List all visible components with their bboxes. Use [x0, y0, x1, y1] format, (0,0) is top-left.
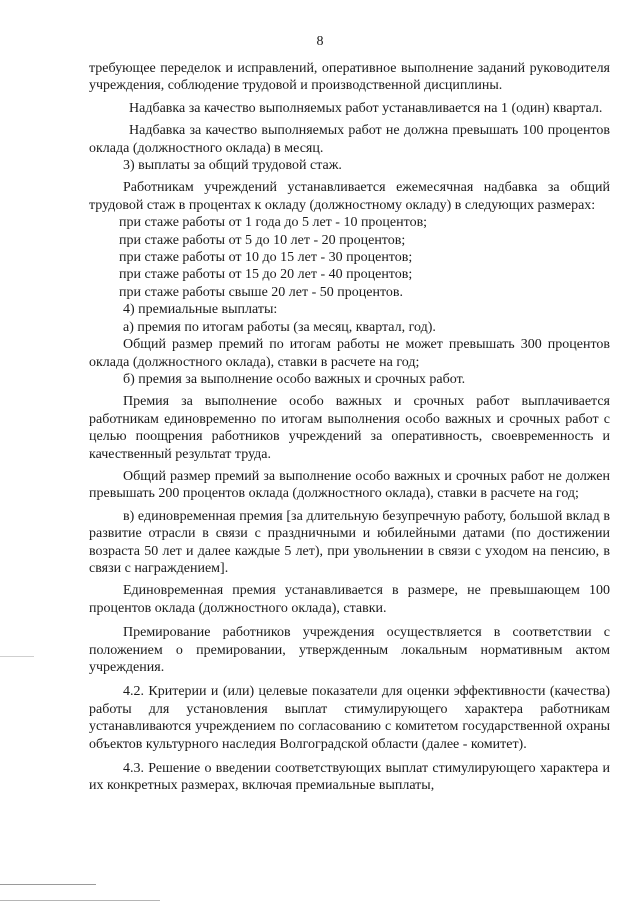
paragraph-premium-procedure: Премирование работников учреждения осуществляется в соответствии с положением о премировании, утвержденным локальным нормативным актом учреждения.: [89, 625, 610, 675]
list-item: при стаже работы от 15 до 20 лет - 40 процентов;: [119, 267, 413, 283]
paragraph-premium-b: б) премия за выполнение особо важных и срочных работ.: [123, 371, 466, 387]
paragraph-seniority-intro: Работникам учреждений устанавливается ежемесячная надбавка за общий трудовой стаж в процентах к окладу (должностному окладу) в следующих размерах:: [89, 180, 610, 213]
paragraph-seniority-heading: 3) выплаты за общий трудовой стаж.: [123, 158, 342, 174]
paragraph-premium-b-limit: Общий размер премий за выполнение особо важных и срочных работ не должен превышать 200 процентов оклада (должностного оклада), ставки в расчете на год;: [89, 468, 610, 502]
list-item: при стаже работы от 10 до 15 лет - 30 процентов;: [119, 250, 413, 266]
scan-artifact-line: [0, 656, 34, 657]
paragraph-bonus-period: Надбавка за качество выполняемых работ устанавливается на 1 (один) квартал.: [129, 100, 603, 116]
paragraph-premium-c-limit: Единовременная премия устанавливается в размере, не превышающем 100 процентов оклада (должностного оклада), ставки.: [89, 583, 610, 616]
list-item: при стаже работы от 1 года до 5 лет - 10 процентов;: [119, 215, 428, 231]
paragraph-section-4-3: 4.3. Решение о введении соответствующих выплат стимулирующего характера и их конкретных размерах, включая премиальные выплаты,: [89, 761, 610, 794]
paragraph-premium-a-limit: Общий размер премий по итогам работы не может превышать 300 процентов оклада (должностного оклада), ставки в расчете на год;: [89, 337, 610, 370]
paragraph-continuation: требующее переделок и исправлений, оперативное выполнение заданий руководителя учреждения, соблюдение трудовой и производственной дисциплины.: [89, 61, 610, 94]
scan-artifact-line: [0, 900, 160, 901]
list-item: при стаже работы от 5 до 10 лет - 20 процентов;: [119, 232, 406, 248]
list-item: при стаже работы свыше 20 лет - 50 процентов.: [119, 284, 404, 300]
document-body: [89, 60, 610, 795]
paragraph-bonus-limit: Надбавка за качество выполняемых работ не должна превышать 100 процентов оклада (должностного оклада) в месяц.: [89, 123, 610, 156]
page-number: 8: [316, 34, 324, 49]
paragraph-premium-b-desc: Премия за выполнение особо важных и срочных работ выплачивается работникам единовременно по итогам выполнения особо важных и срочных работ с целью поощрения работников учреждений за оперативность, своевременность и качественный результат труда.: [89, 394, 610, 462]
paragraph-premium-c: в) единовременная премия [за длительную безупречную работу, большой вклад в развитие отрасли в связи с праздничными и юбилейными датами (по достижении возраста 50 лет и далее каждые 5 лет), при увольнении в связи с уходом на пенсию, в связи с награждением].: [89, 508, 610, 576]
scan-artifact-line: [0, 884, 96, 885]
paragraph-premium-a: а) премия по итогам работы (за месяц, квартал, год).: [123, 319, 436, 335]
paragraph-section-4-2: 4.2. Критерии и (или) целевые показатели для оценки эффективности (качества) работы для установления выплат стимулирующего характера работникам устанавливаются учреждением по согласованию с комитетом государственной охраны объектов культурного наследия Волгоградской области (далее - комитет).: [89, 684, 610, 752]
paragraph-premium-heading: 4) премиальные выплаты:: [123, 302, 278, 318]
